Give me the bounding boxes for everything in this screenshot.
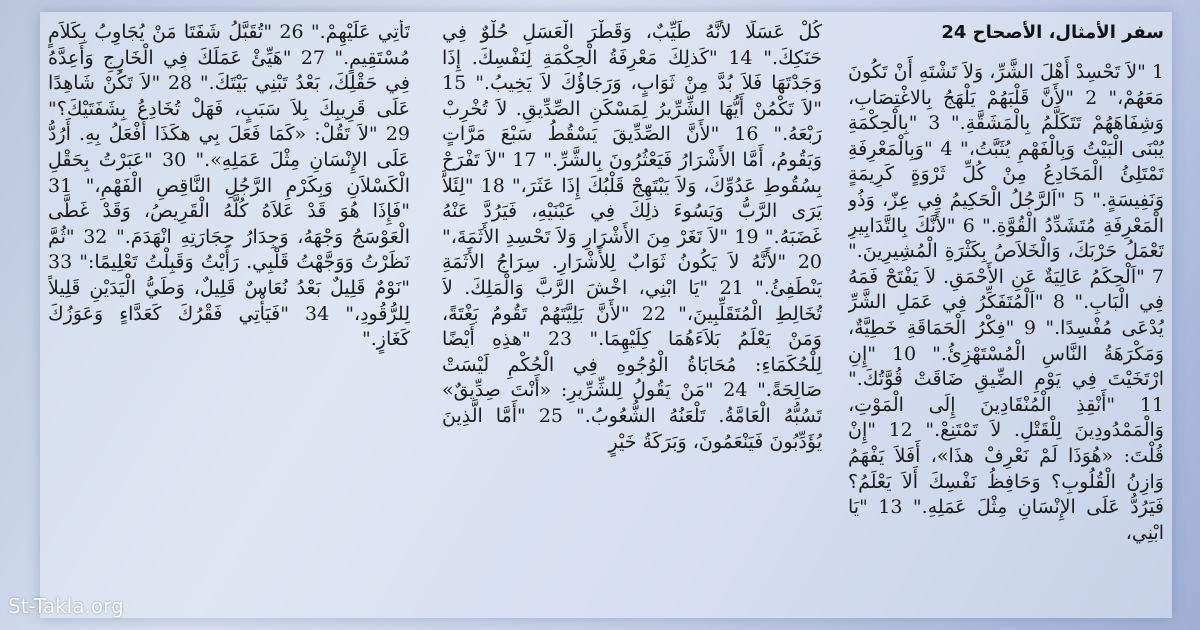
- verses-middle: [442, 20, 822, 455]
- watermark: St-Takla.org: [8, 594, 124, 618]
- verse-block: تَأْتِي عَلَيْهِمْ." 26 "تُقَبَّلُ شَفَتَا مَنْ يُجَاوِبُ بِكَلاَمٍ مُسْتَقِيمٍ." 27 "هَيِّئْ عَمَلَكَ فِي الْخَارِجِ وَأَعِدَّهُ فِي حَقْلِكَ، بَعْدُ تَبْنِي بَيْتَكَ." 28 "لاَ تَكُنْ شَاهِدًا عَلَى قَرِيبِكَ بِلاَ سَبَبٍ، فَهَلْ تُخَادِعُ بِشَفَتَيْكَ؟" 29 "لاَ تَقُلْ: «كَمَا فَعَلَ بِي هكَذَا أَفْعَلُ بِهِ. أَرُدُّ عَلَى الإِنْسَانِ مِثْلَ عَمَلِهِ»." 30 "عَبَرْتُ بِحَقْلِ الْكَسْلاَنِ وَبِكَرْمِ الرَّجُلِ النَّاقِصِ الْفَهْمِ،" 31 "فَإِذَا هُوَ قَدْ عَلاَهُ كُلَّهُ الْقَرِيصُ، وَقَدْ غَطَّى الْعَوْسَجُ وَجْهَهُ، وَجِدَارُ حِجَارَتِهِ انْهَدَمَ." 32 "ثُمَّ نَظَرْتُ وَوَجَّهْتُ قَلْبِي. رَأَيْتُ وَقَبِلْتُ تَعْلِيمًا:" 33 "نَوْمٌ قَلِيلٌ بَعْدُ نُعَاسٌ قَلِيلٌ، وَطَيُّ الْيَدَيْنِ قَلِيلاً لِلرُّقُودِ،" 34 "فَيَأْتِي فَقْرُكَ كَعَدَّاءٍ وَعَوَزُكَ كَغَازٍ.": [48, 21, 410, 351]
- verses-right: [848, 60, 1164, 546]
- verses-left: [48, 20, 410, 353]
- verse-block: 1 "لاَ تَحْسِدْ أَهْلَ الشَّرِّ، وَلاَ تَشْتَهِ أَنْ تَكُونَ مَعَهُمْ،" 2 "لأَنَّ قَلْبَهُمْ يَلْهَجُ بِالاغْتِصَابِ، وَشِفَاهَهُمْ تَتَكَلَّمُ بِالْمَشَقَّةِ." 3 "بِالْحِكْمَةِ يُبْنَى الْبَيْتُ وَبِالْفَهْمِ يُثَبَّتُ،" 4 "وَبِالْمَعْرِفَةِ تَمْتَلِئُ الْمَخَادِعُ مِنْ كُلِّ ثَرْوَةٍ كَرِيمَةٍ وَنَفِيسَةٍ." 5 "اَلرَّجُلُ الْحَكِيمُ فِي عِزّ، وَذُو الْمَعْرِفَةِ مُتَشَدِّدُ الْقُوَّةِ." 6 "لأَنَّكَ بِالتَّدَابِيرِ تَعْمَلُ حَرْبَكَ، وَالْخَلاَصُ بِكَثْرَةِ الْمُشِيرِينَ." 7 "اَلْحِكَمُ عَالِيَةٌ عَنِ الأَحْمَقِ. لاَ يَفْتَحْ فَمَهُ فِي الْبَابِ." 8 "اَلْمُتَفَكِّرُ فِي عَمَلِ الشَّرِّ يُدْعَى مُفْسِدًا." 9 "فِكْرُ الْحَمَاقَةِ خَطِيَّةٌ، وَمَكْرَهَةُ النَّاسِ الْمُسْتَهْزِئُ." 10 "إِنِ ارْتَخَيْتَ فِي يَوْمِ الضِّيقِ ضَاقَتْ قُوَّتُكَ." 11 "أَنْقِذِ الْمُنْقَادِينَ إِلَى الْمَوْتِ، وَالْمَمْدُودِينَ لِلْقَتْلِ. لاَ تَمْتَنِعْ." 12 "إِنْ قُلْتَ: «هُوَذَا لَمْ نَعْرِفْ هذَا»، أَفَلاَ يَفْهَمُ وَازِنُ الْقُلُوبِ؟ وَحَافِظُ نَفْسِكَ أَلاَ يَعْلَمُ؟ فَيَرُدُّ عَلَى الإِنْسَانِ مِثْلَ عَمَلِهِ." 13 "يَا ابْنِي،: [848, 61, 1164, 544]
- text-column-middle: [442, 20, 822, 610]
- chapter-title: سفر الأمثال، الأصحاح 24: [941, 22, 1164, 43]
- text-column-right: [848, 20, 1164, 610]
- text-column-left: [48, 20, 410, 610]
- verse-block: كُلْ عَسَلًا لأَنَّهُ طَيِّبٌ، وَقَطْرَ الْعَسَلِ حُلْوٌ فِي حَنَكِكَ." 14 "كَذلِكَ مَعْرِفَةُ الْحِكْمَةِ لِنَفْسِكَ. إِذَا وَجَدْتَهَا فَلاَ بُدَّ مِنْ ثَوَابٍ، وَرَجَاؤُكَ لاَ يَخِيبُ." 15 "لاَ تَكْمُنْ أَيُّهَا الشِّرِّيرُ لِمَسْكَنِ الصِّدِّيقِ. لاَ تُخْرِبْ رَبْعَهُ." 16 "لأَنَّ الصِّدِّيقَ يَسْقُطُ سَبْعَ مَرَّاتٍ وَيَقُومُ، أَمَّا الأَشْرَارُ فَيَعْثُرُونَ بِالشَّرِّ." 17 "لاَ تَفْرَحْ بِسُقُوطِ عَدُوِّكَ، وَلاَ يَبْتَهِجْ قَلْبُكَ إِذَا عَثَرَ،" 18 "لِئَلاَّ يَرَى الرَّبُّ وَيَسُوءَ ذلِكَ فِي عَيْنَيْهِ، فَيَرُدَّ عَنْهُ غَضَبَهُ." 19 "لاَ تَغَرْ مِنَ الأَشْرَارِ وَلاَ تَحْسِدِ الأَثَمَةَ،" 20 "لأَنَّهُ لاَ يَكُونُ ثَوَابٌ لِلأَشْرَارِ. سِرَاجُ الأَثَمَةِ يَنْطَفِئُ." 21 "يَا ابْنِي، اخْشَ الرَّبَّ وَالْمَلِكَ. لاَ تُخَالِطِ الْمُتَقَلِّبِينَ،" 22 "لأَنَّ بَلِيَّتَهُمْ تَقُومُ بَغْتَةً، وَمَنْ يَعْلَمُ بَلاَءَهُمَا كِلَيْهِمَا." 23 "هذِهِ أَيْضًا لِلْحُكَمَاءِ: مُحَابَاةُ الْوُجُوهِ فِي الْحُكْمِ لَيْسَتْ صَالِحَةً." 24 "مَنْ يَقُولُ لِلشِّرِّيرِ: «أَنْتَ صِدِّيقٌ» تَسُبُّهُ الْعَامَّةُ. تَلْعَنُهُ الشُّعُوبُ." 25 "أَمَّا الَّذِينَ يُؤَدِّبُونَ فَيَنْعَمُونَ، وَبَرَكَةُ خَيْرٍ: [442, 21, 822, 453]
